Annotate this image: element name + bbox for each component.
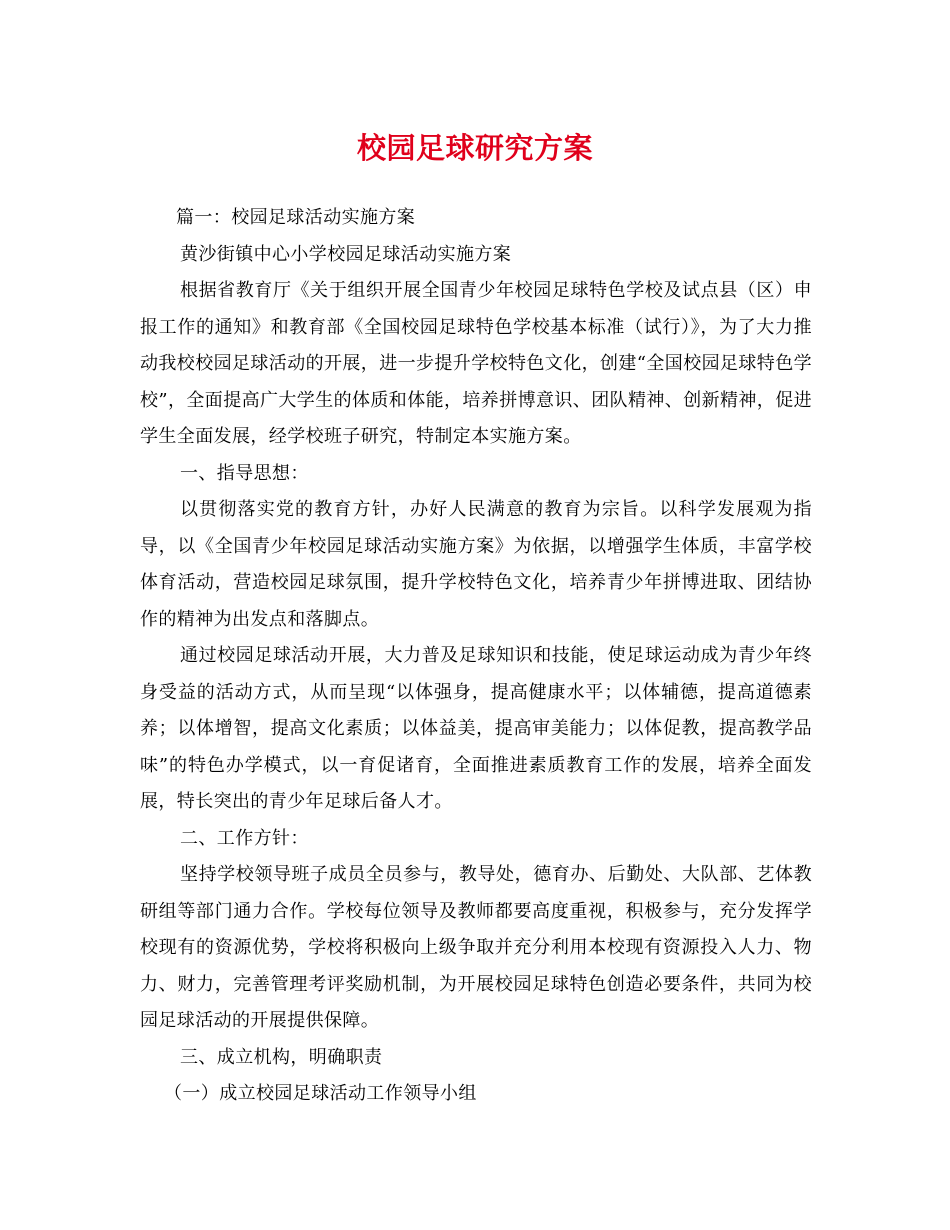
document-title: 校园足球研究方案 — [356, 131, 593, 165]
work-policy-paragraph: 坚持学校领导班子成员全员参与，教导处，德育办、后勤处、大队部、艺体教研组等部门通力合作。学校每位领导及教师都要高度重视，积极参与，充分发挥学校现有的资源优势，学校将积极向上级争取并充分利用本校现有资源投入人力、物力、财力，完善管理考评奖励机制，为开展校园足球特色创造必要条件，共同为校园足球活动的开展提供保障。 — [140, 864, 812, 1031]
football-activities-paragraph: 通过校园足球活动开展，大力普及足球知识和技能，使足球运动成为青少年终身受益的活动方式，从而呈现“以体强身，提高健康水平；以体辅德，提高道德素养；以体增智，提高文化素质；以体益美，提高审美能力；以体促教，提高教学品味”的特色办学模式，以一育促诸育，全面推进素质教育工作的发展，培养全面发展，特长突出的青少年足球后备人才。 — [140, 645, 812, 812]
heading-leadership-group: （一）成立校园足球活动工作领导小组 — [164, 1083, 477, 1104]
heading-guiding-ideology: 一、指导思想： — [180, 462, 309, 484]
plan-subtitle: 黄沙街镇中心小学校园足球活动实施方案 — [180, 243, 512, 265]
document-body — [140, 200, 812, 1113]
guiding-ideology-paragraph: 以贯彻落实党的教育方针，办好人民满意的教育为宗旨。以科学发展观为指导，以《全国青少年校园足球活动实施方案》为依据，以增强学生体质，丰富学校体育活动，营造校园足球氛围，提升学校特色文化，培养青少年拼博进取、团结协作的精神为出发点和落脚点。 — [140, 499, 812, 630]
heading-organization: 三、成立机构，明确职责 — [180, 1046, 383, 1068]
intro-paragraph: 根据省教育厅《关于组织开展全国青少年校园足球特色学校及试点县（区）申报工作的通知》和教育部《全国校园足球特色学校基本标准（试行）》，为了大力推动我校校园足球活动的开展，进一步提升学校特色文化，创建“全国校园足球特色学校”，全面提高广大学生的体质和体能，培养拼博意识、团队精神、创新精神，促进学生全面发展，经学校班子研究，特制定本实施方案。 — [140, 280, 812, 447]
section-heading-part-one: 篇一：校园足球活动实施方案 — [176, 207, 416, 228]
heading-work-policy: 二、工作方针： — [180, 827, 309, 849]
